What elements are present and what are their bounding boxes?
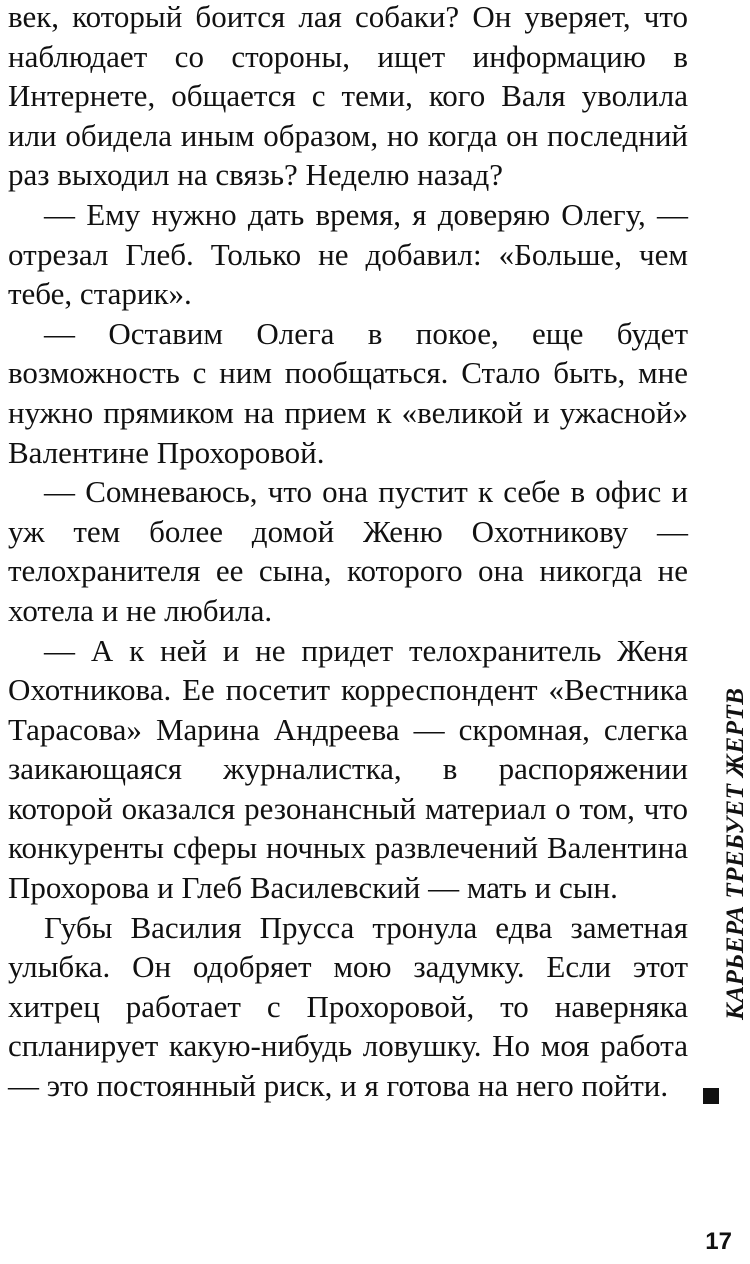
running-head: КАРЬЕРА ТРЕБУЕТ ЖЕРТВ: [722, 687, 749, 1020]
paragraph-3: — Оставим Олега в покое, еще будет возможность с ним пообщаться. Стало быть, мне нужно прямиком на прием к «великой и ужасной» Валентине Прохоровой.: [8, 315, 688, 470]
paragraph-1: век, который боится лая собаки? Он уверяет, что наблюдает со стороны, ищет информацию в Интернете, общается с теми, кого Валя уволила или обидела иным образом, но когда он последний раз выходил на связь? Неделю назад?: [8, 0, 688, 193]
page-number: 17: [705, 1228, 732, 1255]
page-body: [8, 0, 688, 1106]
paragraph-6: Губы Василия Прусса тронула едва заметная улыбка. Он одобряет мою задумку. Если этот хитрец работает с Прохоровой, то наверняка спланирует какую-нибудь ловушку. Но моя работа — это постоянный риск, и я готова на него пойти.: [8, 909, 688, 1104]
paragraph-2: — Ему нужно дать время, я доверяю Олегу, — отрезал Глеб. Только не добавил: «Больше, чем тебе, старик».: [8, 196, 688, 312]
paragraph-4: — Сомневаюсь, что она пустит к себе в офис и уж тем более домой Женю Охотникову — телохранителя ее сына, которого она никогда не хотела и не любила.: [8, 474, 688, 628]
running-head-square-marker: [703, 1088, 719, 1104]
paragraph-5: — А к ней и не придет телохранитель Женя Охотникова. Ее посетит корреспондент «Вестника Тарасова» Марина Андреева — скромная, слегка заикающаяся журналистка, в распоряжении которой оказался резонансный материал о том, что конкуренты сферы ночных развлечений Валентина Прохорова и Глеб Василевский — мать и сын.: [8, 632, 688, 906]
